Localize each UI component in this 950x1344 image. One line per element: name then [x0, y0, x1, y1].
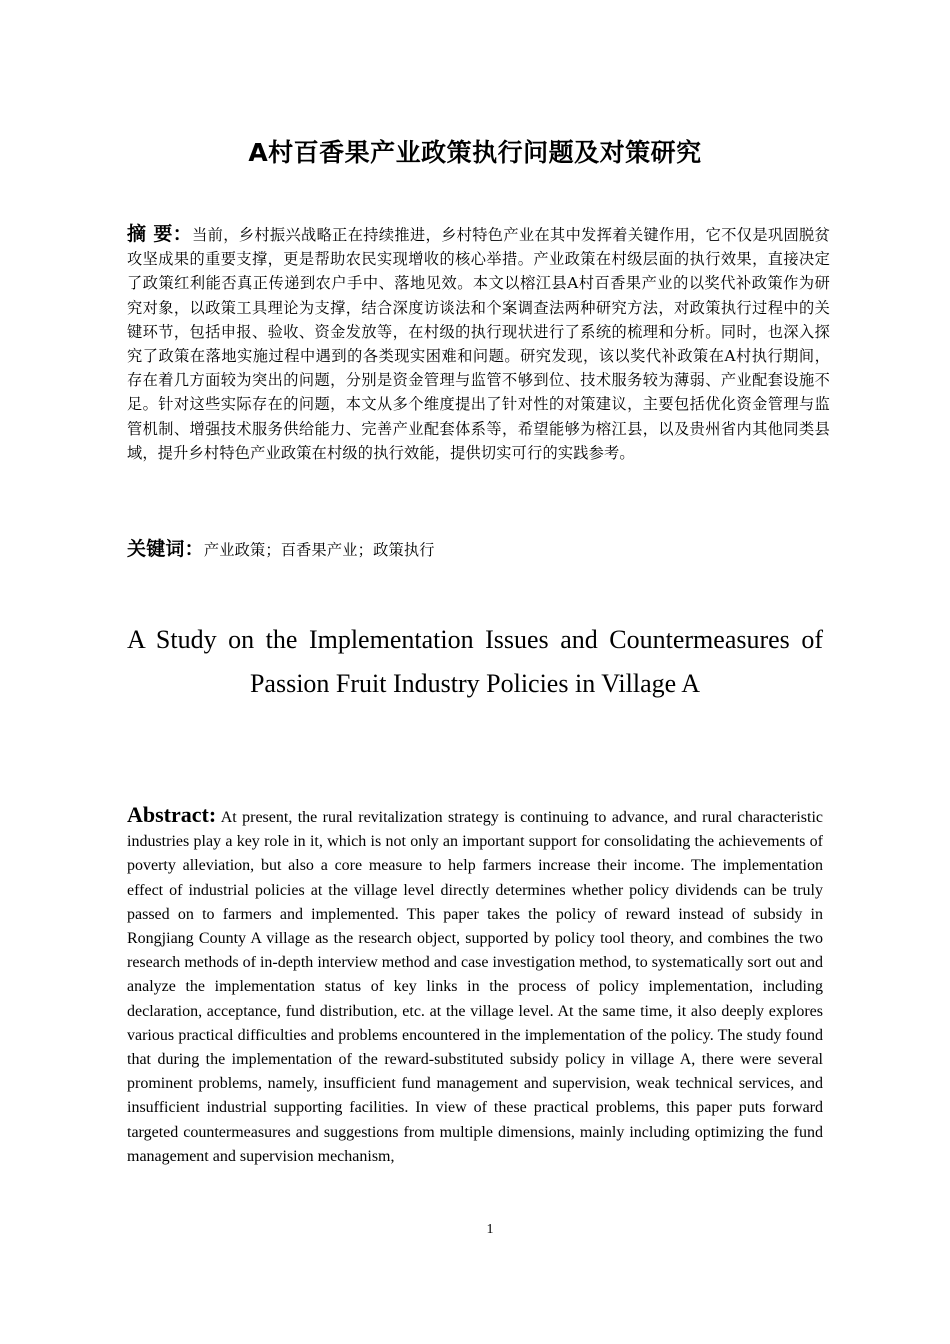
- chinese-abstract-label: 摘 要：: [127, 223, 193, 245]
- chinese-keywords-text: 产业政策；百香果产业；政策执行: [203, 541, 435, 559]
- chinese-abstract-text: 当前，乡村振兴战略正在持续推进，乡村特色产业在其中发挥着关键作用，它不仅是巩固脱贫攻坚成果的重要支撑，更是帮助农民实现增收的核心举措。产业政策在村级层面的执行效果，直接决定了政策红利能否真正传递到农户手中、落地见效。本文以榕江县A村百香果产业的以奖代补政策作为研究对象，以政策工具理论为支撑，结合深度访谈法和个案调查法两种研究方法，对政策执行过程中的关键环节，包括申报、验收、资金发放等，在村级的执行现状进行了系统的梳理和分析。同时，也深入探究了政策在落地实施过程中遇到的各类现实困难和问题。研究发现，该以奖代补政策在A村执行期间，存在着几方面较为突出的问题，分别是资金管理与监管不够到位、技术服务较为薄弱、产业配套设施不足。针对这些实际存在的问题，本文从多个维度提出了针对性的对策建议，主要包括优化资金管理与监管机制、增强技术服务供给能力、完善产业配套体系等，希望能够为榕江县，以及贵州省内其他同类县域，提升乡村特色产业政策在村级的执行效能，提供切实可行的实践参考。: [127, 226, 831, 462]
- chinese-keywords: [127, 535, 830, 564]
- chinese-keywords-label: 关键词：: [127, 538, 204, 560]
- english-abstract-label: Abstract:: [127, 803, 217, 827]
- page-number: 1: [486, 1222, 494, 1237]
- chinese-abstract: [127, 222, 830, 465]
- english-abstract: [127, 803, 823, 1198]
- chinese-title: A村百香果产业政策执行问题及对策研究: [248, 138, 702, 167]
- english-abstract-text: At present, the rural revitalization strategy is continuing to advance, and rural characteristic industries play a key role in it, which is not only an important support for consolidating the achievements of poverty alleviation, but also a core measure to help farmers increase their income. The implementation effect of industrial policies at the village level directly determines whether policy dividends can be truly passed on to farmers and implemented. This paper takes the policy of reward instead of subsidy in Rongjiang County A village as the research object, supported by policy tool theory, and combines the two research methods of in-depth interview method and case investigation method, to systematically sort out and analyze the implementation status of key links in the process of policy implementation, including declaration, acceptance, fund distribution, etc. at the village level. At the same time, it also deeply explores various practical difficulties and problems encountered in the implementation of the policy. The study found that during the implementation of the reward-substituted subsidy policy in village A, there were several prominent problems, namely, insufficient fund management and supervision, weak technical services, and insufficient industrial supporting facilities. In view of these practical problems, this paper puts forward targeted countermeasures and suggestions from multiple dimensions, mainly including optimizing the fund management and supervision mechanism,: [127, 809, 823, 1165]
- english-title: A Study on the Implementation Issues and Countermeasures of Passion Fruit Industry Policies in Village A: [127, 625, 823, 698]
